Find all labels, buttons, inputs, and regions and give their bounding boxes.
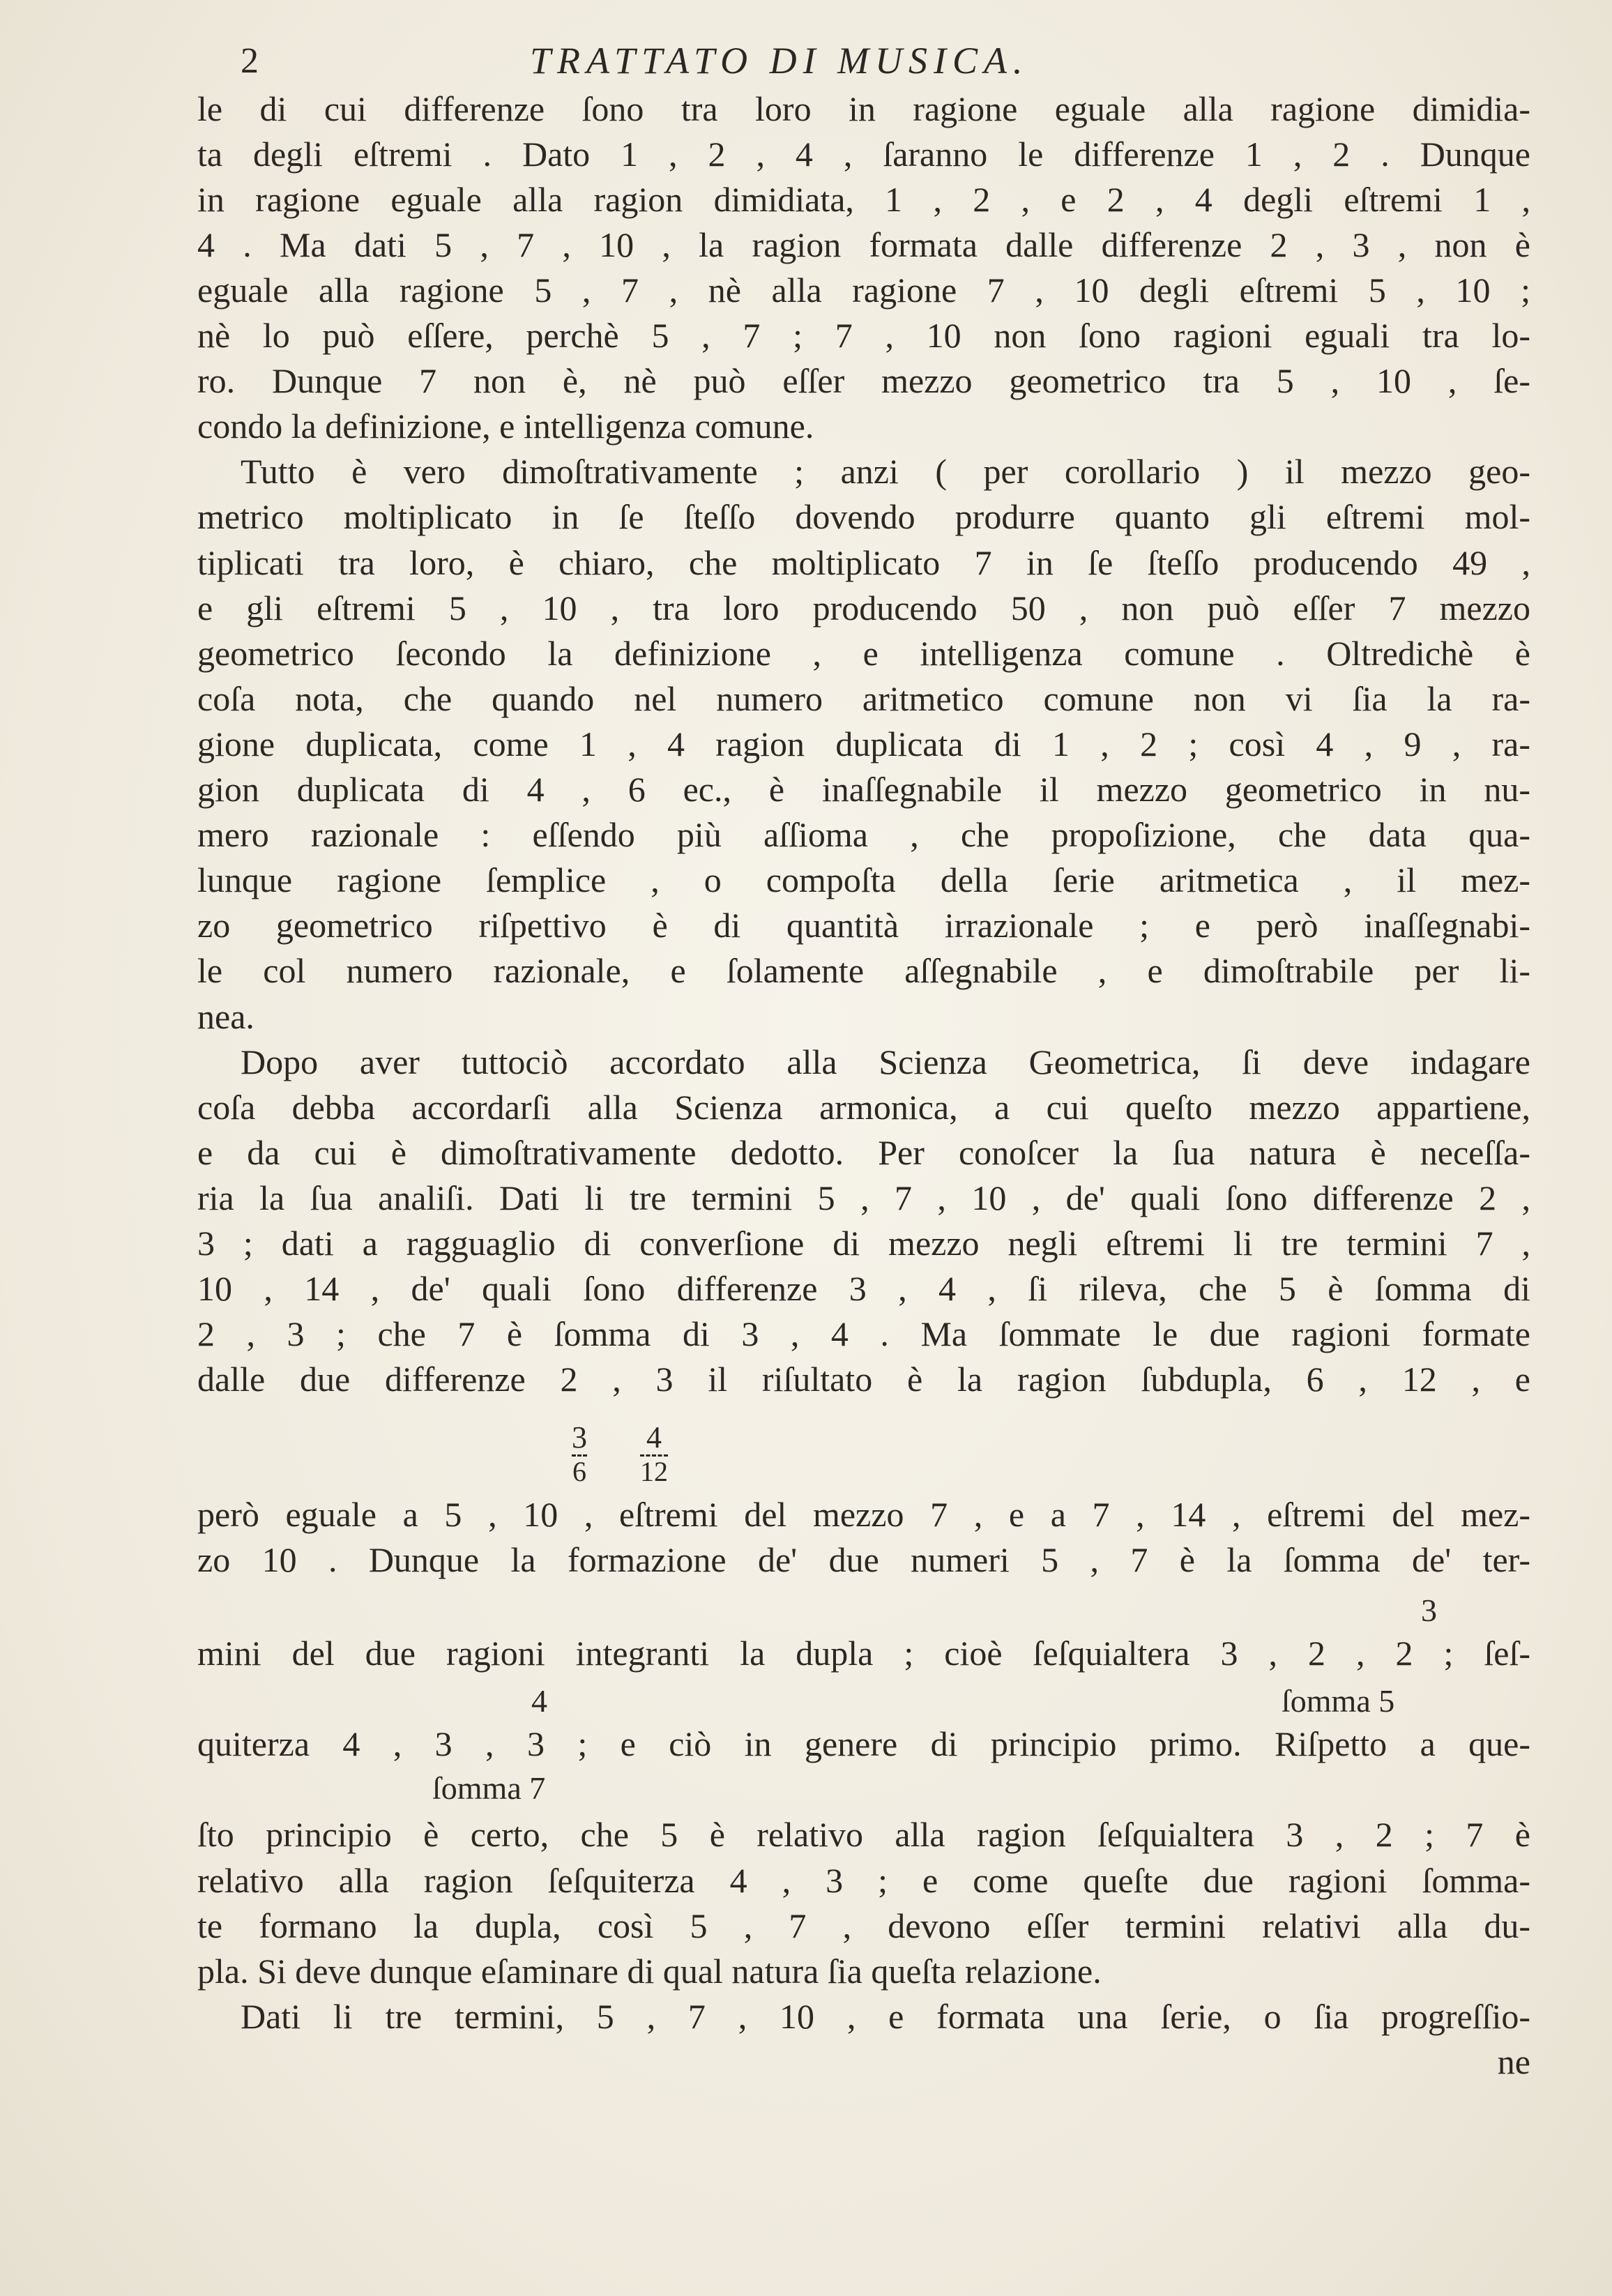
text-line: Tutto è vero dimoſtrativamente ; anzi ( per corollario ) il mezzo geo- bbox=[241, 452, 1530, 492]
fraction bbox=[640, 1422, 668, 1487]
text-line: geometrico ſecondo la definizione , e intelligenza comune . Oltredichè è bbox=[197, 633, 1530, 673]
text-line: le col numero razionale, e ſolamente aſſegnabile , e dimoſtrabile per li- bbox=[197, 951, 1530, 991]
text-line: mini del due ragioni integranti la dupla ; cioè ſeſquialtera 3 , 2 , 2 ; ſeſ- bbox=[197, 1634, 1530, 1673]
fraction-denominator: 6 bbox=[572, 1456, 586, 1487]
text-line: gione duplicata, come 1 , 4 ragion duplicata di 1 , 2 ; così 4 , 9 , ra- bbox=[197, 724, 1530, 763]
page-number: 2 bbox=[241, 41, 259, 81]
text-line: le di cui differenze ſono tra loro in ragione eguale alla ragione dimidia- bbox=[197, 89, 1530, 128]
text-line: te formano la dupla, così 5 , 7 , devono eſſer termini relativi alla du- bbox=[197, 1906, 1530, 1945]
text-line: ſto principio è certo, che 5 è relativo alla ragion ſeſquialtera 3 , 2 ; 7 è bbox=[197, 1815, 1530, 1855]
text-line: quiterza 4 , 3 , 3 ; e ciò in genere di principio primo. Riſpetto a que- bbox=[197, 1724, 1530, 1764]
text-line: Dati li tre termini, 5 , 7 , 10 , e formata una ſerie, o ſia progreſſio- bbox=[241, 1996, 1530, 2036]
text-line: nea. bbox=[197, 996, 254, 1036]
text-line: e da cui è dimoſtrativamente dedotto. Per conoſcer la ſua natura è neceſſa- bbox=[197, 1132, 1530, 1172]
text-line: 2 , 3 ; che 7 è ſomma di 3 , 4 . Ma ſommate le due ragioni formate bbox=[197, 1314, 1530, 1354]
marginal-annotation: ſomma 5 bbox=[1282, 1683, 1395, 1719]
text-line: metrico moltiplicato in ſe ſteſſo dovendo produrre quanto gli eſtremi mol- bbox=[197, 497, 1530, 537]
text-line: condo la definizione, e intelligenza comune. bbox=[197, 406, 814, 446]
text-line: ro. Dunque 7 non è, nè può eſſer mezzo geometrico tra 5 , 10 , ſe- bbox=[197, 361, 1530, 401]
text-line: mero razionale : eſſendo più aſſioma , che propoſizione, che data qua- bbox=[197, 815, 1530, 855]
text-line: ria la ſua analiſi. Dati li tre termini 5 , 7 , 10 , de' quali ſono differenze 2 , bbox=[197, 1178, 1530, 1217]
text-line: tiplicati tra loro, è chiaro, che moltiplicato 7 in ſe ſteſſo producendo 49 , bbox=[197, 542, 1530, 582]
text-line: eguale alla ragione 5 , 7 , nè alla ragione 7 , 10 degli eſtremi 5 , 10 ; bbox=[197, 270, 1530, 310]
fraction-numerator: 4 bbox=[640, 1422, 668, 1457]
text-line: nè lo può eſſere, perchè 5 , 7 ; 7 , 10 non ſono ragioni eguali tra lo- bbox=[197, 316, 1530, 355]
text-line: coſa debba accordarſi alla Scienza armonica, a cui queſto mezzo appartiene, bbox=[197, 1087, 1530, 1127]
text-line: dalle due differenze 2 , 3 il riſultato è la ragion ſubdupla, 6 , 12 , e bbox=[197, 1360, 1530, 1399]
running-title: TRATTATO DI MUSICA. bbox=[530, 40, 1029, 82]
text-line: in ragione eguale alla ragion dimidiata, 1 , 2 , e 2 , 4 degli eſtremi 1 , bbox=[197, 179, 1530, 219]
text-line: ta degli eſtremi . Dato 1 , 2 , 4 , ſaranno le differenze 1 , 2 . Dunque bbox=[197, 134, 1530, 174]
text-line: 3 ; dati a ragguaglio di converſione di mezzo negli eſtremi li tre termini 7 , bbox=[197, 1224, 1530, 1263]
text-line: 4 . Ma dati 5 , 7 , 10 , la ragion formata dalle differenze 2 , 3 , non è bbox=[197, 225, 1530, 264]
text-line: zo 10 . Dunque la formazione de' due numeri 5 , 7 è la ſomma de' ter- bbox=[197, 1539, 1530, 1579]
text-line: pla. Si deve dunque eſaminare di qual natura ſia queſta relazione. bbox=[197, 1951, 1102, 1991]
text-line: gion duplicata di 4 , 6 ec., è inaſſegnabile il mezzo geometrico in nu- bbox=[197, 770, 1530, 809]
fraction bbox=[572, 1422, 587, 1487]
marginal-annotation: ſomma 7 bbox=[432, 1770, 546, 1806]
text-line: relativo alla ragion ſeſquiterza 4 , 3 ; e come queſte due ragioni ſomma- bbox=[197, 1860, 1530, 1900]
marginal-annotation: 3 bbox=[1421, 1592, 1437, 1628]
fraction-denominator: 12 bbox=[640, 1456, 668, 1487]
fraction-numerator: 3 bbox=[572, 1422, 587, 1457]
text-line: però eguale a 5 , 10 , eſtremi del mezzo 7 , e a 7 , 14 , eſtremi del mez- bbox=[197, 1494, 1530, 1534]
text-line: Dopo aver tuttociò accordato alla Scienza Geometrica, ſi deve indagare bbox=[241, 1042, 1530, 1081]
text-line: e gli eſtremi 5 , 10 , tra loro producendo 50 , non può eſſer 7 mezzo bbox=[197, 588, 1530, 628]
text-line: lunque ragione ſemplice , o compoſta della ſerie aritmetica , il mez- bbox=[197, 860, 1530, 900]
marginal-annotation: 4 bbox=[531, 1683, 547, 1719]
text-line: 10 , 14 , de' quali ſono differenze 3 , 4 , ſi rileva, che 5 è ſomma di bbox=[197, 1269, 1530, 1309]
text-line: coſa nota, che quando nel numero aritmetico comune non vi ſia la ra- bbox=[197, 678, 1530, 718]
text-line: ne bbox=[1497, 2042, 1530, 2081]
text-line: zo geometrico riſpettivo è di quantità irrazionale ; e però inaſſegnabi- bbox=[197, 906, 1530, 945]
